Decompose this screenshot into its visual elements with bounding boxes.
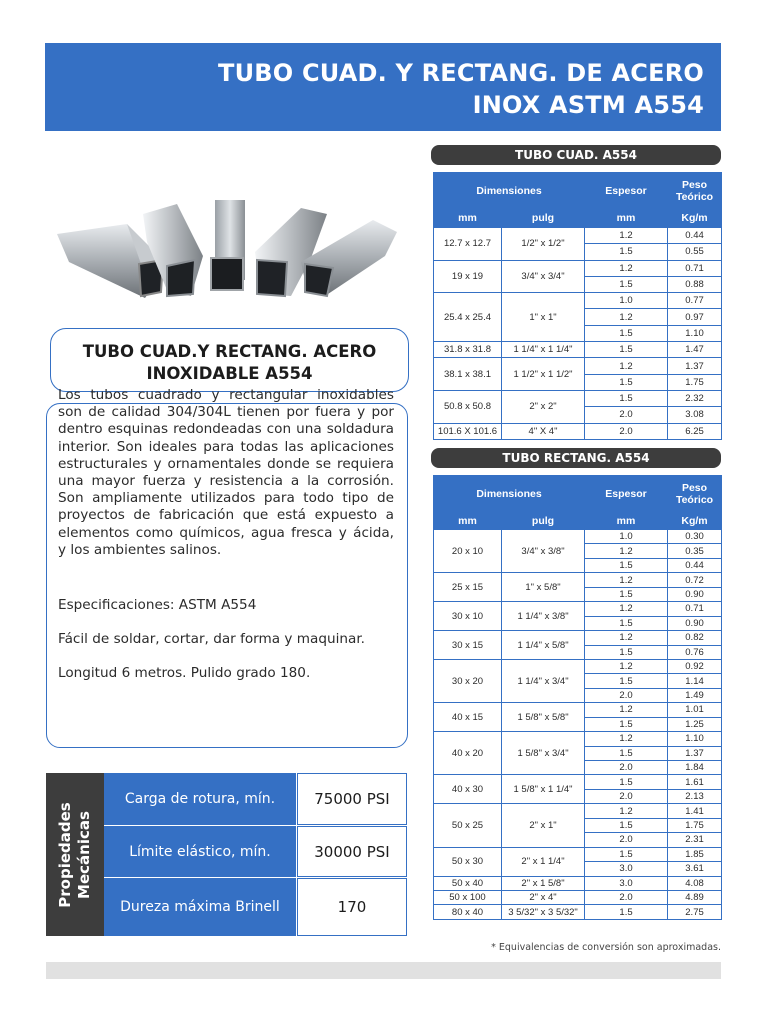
weight-cell: 1.10 bbox=[668, 325, 722, 341]
weight-cell: 0.90 bbox=[668, 616, 722, 630]
weight-cell: 0.44 bbox=[668, 228, 722, 244]
table-row bbox=[434, 573, 722, 587]
thickness-cell: 1.2 bbox=[585, 631, 668, 645]
weight-cell: 0.35 bbox=[668, 544, 722, 558]
weight-cell: 2.75 bbox=[668, 905, 722, 919]
table-row bbox=[434, 804, 722, 818]
size-mm-cell: 38.1 x 38.1 bbox=[434, 358, 502, 391]
header-mm: mm bbox=[434, 512, 502, 530]
product-description: Los tubos cuadrado y rectangular inoxidables son de calidad 304/304L tienen por fuera y por dentro esquinas redondeadas con una soldadura interior. Son ideales para todas las aplicaciones estructurales y ornamentales donde se requiera una mayor fuerza y resistencia a la corrosión. Son ampliamente utilizados para todo tipo de proyectos de fabricación que está expuesto a elementos como químicos, agua fresca y ácida, y los ambientes salinos. bbox=[58, 387, 394, 558]
size-mm-cell: 50 x 40 bbox=[434, 876, 502, 890]
size-inch-cell: 1 5/8" x 1 1/4" bbox=[502, 775, 585, 804]
mechanical-properties-label bbox=[46, 773, 104, 936]
size-inch-cell: 2" x 1 5/8" bbox=[502, 876, 585, 890]
weight-cell: 2.31 bbox=[668, 833, 722, 847]
thickness-cell: 2.0 bbox=[585, 890, 668, 904]
weight-cell: 0.88 bbox=[668, 276, 722, 292]
weight-cell: 1.01 bbox=[668, 703, 722, 717]
thickness-cell: 1.5 bbox=[585, 717, 668, 731]
thickness-cell: 1.5 bbox=[585, 374, 668, 390]
size-inch-cell: 1 1/4" x 5/8" bbox=[502, 631, 585, 660]
weight-cell: 1.10 bbox=[668, 732, 722, 746]
table-row bbox=[434, 342, 722, 358]
size-mm-cell: 30 x 20 bbox=[434, 659, 502, 702]
size-mm-cell: 31.8 x 31.8 bbox=[434, 342, 502, 358]
length-line: Longitud 6 metros. Pulido grado 180. bbox=[58, 665, 311, 681]
weight-cell: 1.75 bbox=[668, 818, 722, 832]
size-inch-cell: 2" x 2" bbox=[502, 390, 585, 423]
table-row bbox=[434, 876, 722, 890]
size-inch-cell: 3/4" x 3/8" bbox=[502, 530, 585, 573]
weight-cell: 1.84 bbox=[668, 761, 722, 775]
header-pulg: pulg bbox=[502, 512, 585, 530]
rect-tube-table bbox=[433, 475, 722, 920]
square-table-title: TUBO CUAD. A554 bbox=[431, 145, 721, 165]
thickness-cell: 1.2 bbox=[585, 703, 668, 717]
weight-cell: 4.89 bbox=[668, 890, 722, 904]
weight-cell: 0.97 bbox=[668, 309, 722, 325]
conversion-footnote: * Equivalencias de conversión son aproximadas. bbox=[491, 942, 721, 953]
thickness-cell: 1.5 bbox=[585, 325, 668, 341]
size-inch-cell: 2" x 4" bbox=[502, 890, 585, 904]
size-inch-cell: 3/4" x 3/4" bbox=[502, 260, 585, 293]
thickness-cell: 2.0 bbox=[585, 789, 668, 803]
table-row bbox=[434, 390, 722, 406]
table-row bbox=[434, 732, 722, 746]
property-value: 75000 PSI bbox=[297, 773, 407, 825]
size-inch-cell: 1 1/4" x 3/4" bbox=[502, 659, 585, 702]
size-mm-cell: 50 x 25 bbox=[434, 804, 502, 847]
weight-cell: 0.82 bbox=[668, 631, 722, 645]
size-mm-cell: 50 x 30 bbox=[434, 847, 502, 876]
thickness-cell: 1.5 bbox=[585, 390, 668, 406]
size-mm-cell: 30 x 10 bbox=[434, 602, 502, 631]
property-row-yield bbox=[104, 826, 407, 877]
weight-cell: 1.85 bbox=[668, 847, 722, 861]
thickness-cell: 1.5 bbox=[585, 746, 668, 760]
title-banner bbox=[45, 43, 721, 131]
header-kgm: Kg/m bbox=[668, 209, 722, 228]
thickness-cell: 1.2 bbox=[585, 358, 668, 374]
spec-line: Especificaciones: ASTM A554 bbox=[58, 597, 257, 613]
thickness-cell: 1.5 bbox=[585, 645, 668, 659]
header-dimensiones: Dimensiones bbox=[434, 173, 585, 209]
mechanical-label-line-1: Propiedades bbox=[56, 802, 74, 908]
property-label: Carga de rotura, mín. bbox=[104, 773, 296, 825]
header-mm: mm bbox=[585, 512, 668, 530]
thickness-cell: 1.5 bbox=[585, 587, 668, 601]
workability-line: Fácil de soldar, cortar, dar forma y maquinar. bbox=[58, 631, 365, 647]
weight-cell: 0.72 bbox=[668, 573, 722, 587]
size-mm-cell: 25 x 15 bbox=[434, 573, 502, 602]
table-row bbox=[434, 905, 722, 919]
header-pulg: pulg bbox=[502, 209, 585, 228]
weight-cell: 4.08 bbox=[668, 876, 722, 890]
table-row bbox=[434, 659, 722, 673]
steel-tubes-image bbox=[55, 198, 400, 310]
size-mm-cell: 101.6 X 101.6 bbox=[434, 423, 502, 439]
product-subtitle-box bbox=[50, 328, 409, 392]
size-inch-cell: 2" x 1 1/4" bbox=[502, 847, 585, 876]
weight-cell: 0.30 bbox=[668, 530, 722, 544]
weight-cell: 0.76 bbox=[668, 645, 722, 659]
thickness-cell: 1.2 bbox=[585, 602, 668, 616]
thickness-cell: 1.5 bbox=[585, 818, 668, 832]
size-inch-cell: 1 5/8" x 3/4" bbox=[502, 732, 585, 775]
table-row bbox=[434, 847, 722, 861]
size-inch-cell: 2" x 1" bbox=[502, 804, 585, 847]
rect-table-title: TUBO RECTANG. A554 bbox=[431, 448, 721, 468]
header-dimensiones: Dimensiones bbox=[434, 476, 585, 512]
thickness-cell: 2.0 bbox=[585, 833, 668, 847]
size-mm-cell: 50.8 x 50.8 bbox=[434, 390, 502, 423]
thickness-cell: 3.0 bbox=[585, 862, 668, 876]
thickness-cell: 1.2 bbox=[585, 228, 668, 244]
table-row bbox=[434, 890, 722, 904]
size-inch-cell: 3 5/32" x 3 5/32" bbox=[502, 905, 585, 919]
table-row bbox=[434, 423, 722, 439]
table-row bbox=[434, 293, 722, 309]
size-mm-cell: 40 x 20 bbox=[434, 732, 502, 775]
header-peso: Peso Teórico bbox=[668, 173, 722, 209]
square-tube-table bbox=[433, 172, 722, 440]
weight-cell: 0.90 bbox=[668, 587, 722, 601]
footer-bar bbox=[46, 962, 721, 979]
property-label: Límite elástico, mín. bbox=[104, 826, 296, 877]
property-label: Dureza máxima Brinell bbox=[104, 878, 296, 936]
size-inch-cell: 4" X 4" bbox=[502, 423, 585, 439]
thickness-cell: 1.5 bbox=[585, 244, 668, 260]
weight-cell: 6.25 bbox=[668, 423, 722, 439]
table-row bbox=[434, 602, 722, 616]
header-espesor: Espesor bbox=[585, 173, 668, 209]
thickness-cell: 1.2 bbox=[585, 260, 668, 276]
thickness-cell: 1.5 bbox=[585, 674, 668, 688]
size-mm-cell: 40 x 30 bbox=[434, 775, 502, 804]
weight-cell: 0.71 bbox=[668, 260, 722, 276]
size-inch-cell: 1/2" x 1/2" bbox=[502, 228, 585, 261]
thickness-cell: 1.2 bbox=[585, 732, 668, 746]
size-mm-cell: 20 x 10 bbox=[434, 530, 502, 573]
weight-cell: 1.61 bbox=[668, 775, 722, 789]
table-row bbox=[434, 260, 722, 276]
weight-cell: 1.49 bbox=[668, 688, 722, 702]
page-title-line-2: INOX ASTM A554 bbox=[472, 91, 704, 119]
header-kgm: Kg/m bbox=[668, 512, 722, 530]
size-mm-cell: 25.4 x 25.4 bbox=[434, 293, 502, 342]
weight-cell: 1.37 bbox=[668, 358, 722, 374]
property-value: 30000 PSI bbox=[297, 826, 407, 877]
size-inch-cell: 1 1/4" x 3/8" bbox=[502, 602, 585, 631]
thickness-cell: 1.2 bbox=[585, 573, 668, 587]
thickness-cell: 1.2 bbox=[585, 659, 668, 673]
table-row bbox=[434, 358, 722, 374]
weight-cell: 0.71 bbox=[668, 602, 722, 616]
weight-cell: 1.41 bbox=[668, 804, 722, 818]
header-peso: Peso Teórico bbox=[668, 476, 722, 512]
property-value: 170 bbox=[297, 878, 407, 936]
header-espesor: Espesor bbox=[585, 476, 668, 512]
weight-cell: 0.77 bbox=[668, 293, 722, 309]
thickness-cell: 1.2 bbox=[585, 544, 668, 558]
thickness-cell: 1.5 bbox=[585, 558, 668, 572]
size-inch-cell: 1 1/2" x 1 1/2" bbox=[502, 358, 585, 391]
thickness-cell: 1.2 bbox=[585, 804, 668, 818]
weight-cell: 0.44 bbox=[668, 558, 722, 572]
property-row-tensile bbox=[104, 773, 407, 825]
thickness-cell: 1.5 bbox=[585, 276, 668, 292]
header-mm: mm bbox=[585, 209, 668, 228]
size-mm-cell: 12.7 x 12.7 bbox=[434, 228, 502, 261]
size-inch-cell: 1" x 1" bbox=[502, 293, 585, 342]
thickness-cell: 1.5 bbox=[585, 905, 668, 919]
thickness-cell: 1.5 bbox=[585, 342, 668, 358]
weight-cell: 0.92 bbox=[668, 659, 722, 673]
weight-cell: 0.55 bbox=[668, 244, 722, 260]
table-row bbox=[434, 228, 722, 244]
thickness-cell: 2.0 bbox=[585, 423, 668, 439]
thickness-cell: 3.0 bbox=[585, 876, 668, 890]
size-inch-cell: 1" x 5/8" bbox=[502, 573, 585, 602]
table-row bbox=[434, 703, 722, 717]
table-row bbox=[434, 530, 722, 544]
weight-cell: 2.32 bbox=[668, 390, 722, 406]
weight-cell: 3.61 bbox=[668, 862, 722, 876]
size-mm-cell: 50 x 100 bbox=[434, 890, 502, 904]
size-mm-cell: 19 x 19 bbox=[434, 260, 502, 293]
thickness-cell: 2.0 bbox=[585, 688, 668, 702]
thickness-cell: 1.5 bbox=[585, 616, 668, 630]
weight-cell: 1.37 bbox=[668, 746, 722, 760]
weight-cell: 1.47 bbox=[668, 342, 722, 358]
size-mm-cell: 80 x 40 bbox=[434, 905, 502, 919]
weight-cell: 2.13 bbox=[668, 789, 722, 803]
thickness-cell: 2.0 bbox=[585, 761, 668, 775]
size-mm-cell: 40 x 15 bbox=[434, 703, 502, 732]
thickness-cell: 1.5 bbox=[585, 775, 668, 789]
weight-cell: 3.08 bbox=[668, 407, 722, 423]
size-mm-cell: 30 x 15 bbox=[434, 631, 502, 660]
page-title-line-1: TUBO CUAD. Y RECTANG. DE ACERO bbox=[218, 59, 704, 87]
table-row bbox=[434, 775, 722, 789]
property-row-hardness bbox=[104, 878, 407, 936]
thickness-cell: 1.0 bbox=[585, 293, 668, 309]
weight-cell: 1.75 bbox=[668, 374, 722, 390]
header-mm: mm bbox=[434, 209, 502, 228]
thickness-cell: 1.5 bbox=[585, 847, 668, 861]
weight-cell: 1.14 bbox=[668, 674, 722, 688]
product-subtitle-line-2: INOXIDABLE A554 bbox=[146, 364, 313, 383]
product-subtitle-line-1: TUBO CUAD.Y RECTANG. ACERO bbox=[82, 342, 377, 361]
mechanical-label-line-2: Mecánicas bbox=[75, 811, 93, 899]
thickness-cell: 1.2 bbox=[585, 309, 668, 325]
thickness-cell: 2.0 bbox=[585, 407, 668, 423]
thickness-cell: 1.0 bbox=[585, 530, 668, 544]
table-row bbox=[434, 631, 722, 645]
weight-cell: 1.25 bbox=[668, 717, 722, 731]
size-inch-cell: 1 5/8" x 5/8" bbox=[502, 703, 585, 732]
size-inch-cell: 1 1/4" x 1 1/4" bbox=[502, 342, 585, 358]
